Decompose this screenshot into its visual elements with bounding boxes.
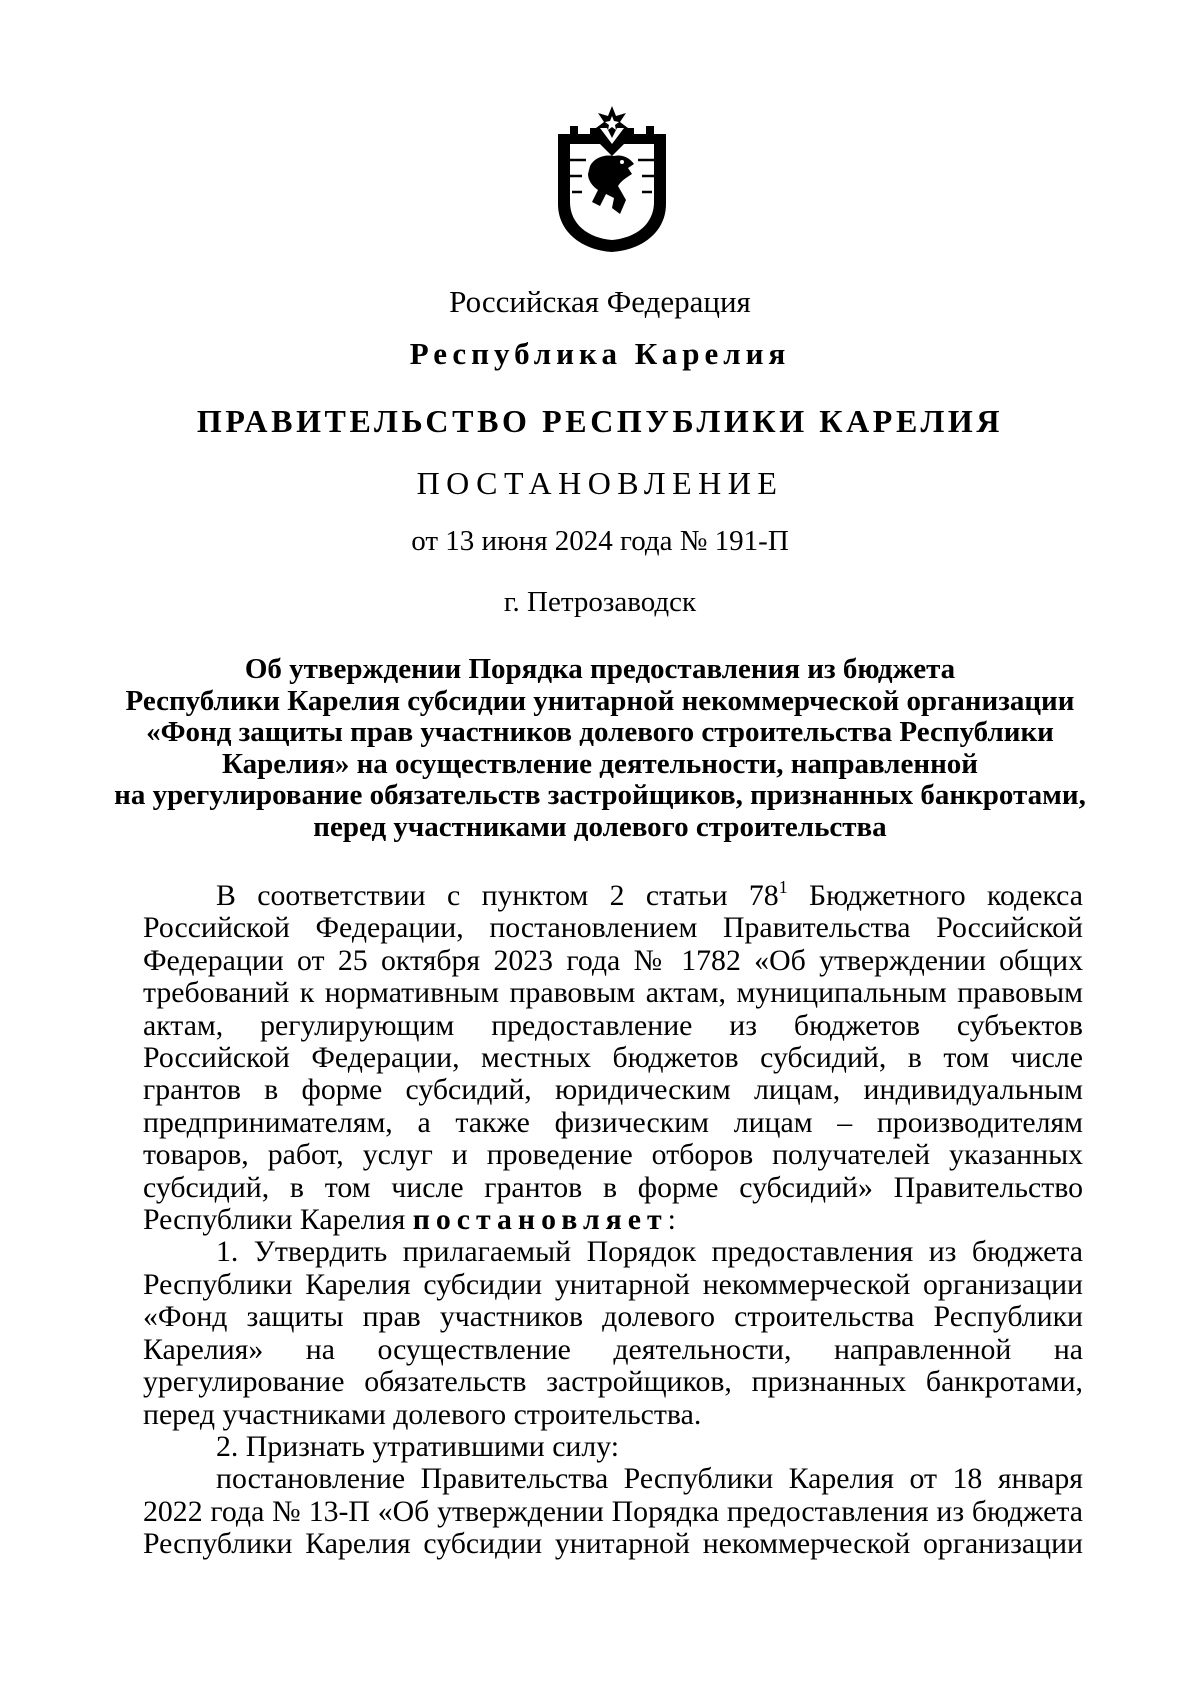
item-2-sub-paragraph: постановление Правительства Республики Карелия от 18 января 2022 года № 13-П «Об утверждении Порядка предоставления из бюджета Республики Карелия субсидии унитарной некоммерческой организации [143,1462,1083,1561]
republic-line: Республика Карелия [409,336,791,371]
government-heading: ПРАВИТЕЛЬСТВО РЕСПУБЛИКИ КАРЕЛИЯ [196,403,1004,439]
title-line: на урегулирование обязательств застройщиков, признанных банкротами, [114,779,1086,812]
karelia-coat-of-arms-icon [556,104,668,254]
preamble-paragraph [143,877,1083,1237]
title-line: Карелия» на осуществление деятельности, направленной [222,747,978,780]
resolves-colon: : [667,1203,676,1237]
title-line: перед участниками долевого строительства [313,810,887,843]
preamble-start: В соответствии с пунктом 2 статьи 78 [216,879,779,912]
country-line: Российская Федерация [449,284,751,319]
date-number-line: от 13 июня 2024 года № 191-П [411,525,789,557]
article-superscript: 1 [778,877,788,898]
document-title [0,654,1200,844]
title-line: «Фонд защиты прав участников долевого строительства Республики [146,716,1054,749]
item-2-paragraph: 2. Признать утратившими силу: [216,1429,620,1463]
document-body [143,877,1083,1561]
resolves-word: постановляет [412,1203,668,1237]
city-line: г. Петрозаводск [503,586,697,618]
item-1-paragraph: 1. Утвердить прилагаемый Порядок предоставления из бюджета Республики Карелия субсидии унитарной некоммерческой организации «Фонд защиты прав участников долевого строительства Республики Карелия» на осуществление деятельности, направленной на урегулирование обязательств застройщиков, признанных банкротами, перед участниками долевого строительства. [143,1235,1083,1431]
title-line: Об утверждении Порядка предоставления из бюджета [244,653,956,685]
document-type: ПОСТАНОВЛЕНИЕ [416,465,784,501]
preamble-text: Бюджетного кодекса Российской Федерации, постановлением Правительства Российской Федерации от 25 октября 2023 года № 1782 «Об утверждении общих требований к нормативным правовым актам, муниципальным правовым актам, регулирующим предоставление из бюджетов субъектов Российской Федерации, местных бюджетов субсидий, в том числе грантов в форме субсидий, юридическим лицам, индивидуальным предпринимателям, а также физическим лицам – производителям товаров, работ, услуг и проведение отборов получателей указанных субсидий, в том числе грантов в форме субсидий» Правительство Республики Карелия [143,879,1083,1237]
title-line: Республики Карелия субсидии унитарной некоммерческой организации [125,684,1075,717]
